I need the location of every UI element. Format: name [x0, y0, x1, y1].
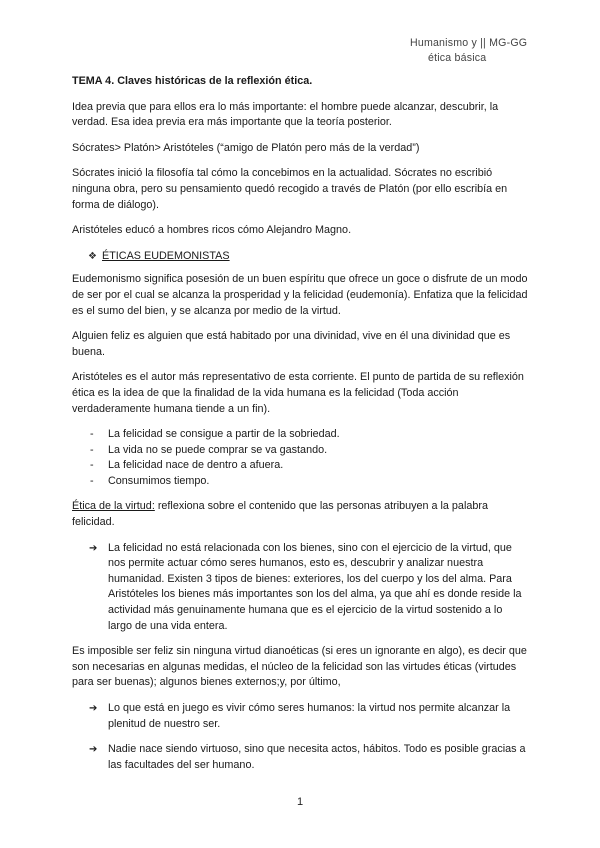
- document-body: [72, 74, 528, 783]
- arrow-list-item-text: La felicidad no está relacionada con los bienes, sino con el ejercicio de la virtud, que nos permite actuar cómo seres humanos, esto es, descubrir y analizar nuestra humanidad. Existen 3 tipos de bienes: exteriores, los del cuerpo y los del alma. Para Aristóteles los bienes más importantes son los del alma, ya que ahí es donde reside la actividad más genuinamente humana que es el ejercicio de la virtud sostenido a lo largo de una vida entera.: [108, 541, 522, 632]
- etica-virtud-term: Ética de la virtud:: [72, 500, 155, 513]
- arrow-list-item-text: Lo que está en juego es vivir cómo seres humanos: la virtud nos permite alcanzar la plenitud de nuestro ser.: [108, 702, 511, 730]
- list-item: - La vida no se puede comprar se va gastando.: [72, 443, 528, 459]
- paragraph-eudemonismo: Eudemonismo significa posesión de un buen espíritu que ofrece un goce o disfrute de un modo de ser por el cual se alcanza la prosperidad y la felicidad (eudemonía). Enfatiza que la felicidad es el sumo del bien, y se alcanza por medio de la virtud.: [72, 273, 528, 317]
- section-heading-eticas-eudemonistas: [88, 249, 528, 265]
- header-line-2: ética básica: [428, 52, 487, 64]
- paragraph-philosophers-chain: Sócrates> Platón> Aristóteles (“amigo de Platón pero más de la verdad”): [72, 141, 420, 154]
- paragraph-etica-virtud: [72, 499, 528, 530]
- header-line-1: Humanismo y || MG-GG: [410, 37, 528, 49]
- arrow-list-2: [72, 701, 528, 773]
- page-header: [410, 36, 570, 66]
- arrow-right-icon: ➔: [89, 744, 98, 756]
- section-heading-text: ÉTICAS EUDEMONISTAS: [102, 249, 230, 262]
- list-item: - La felicidad nace de dentro a afuera.: [72, 458, 528, 474]
- arrow-right-icon: ➔: [89, 542, 98, 554]
- document-title: TEMA 4. Claves históricas de la reflexión ética.: [72, 75, 313, 87]
- paragraph-imposible-ser-feliz: Es imposible ser feliz sin ninguna virtud dianoéticas (si eres un ignorante en algo), es decir que son necesarias en algunas medidas, el núcleo de la felicidad son las virtudes éticas (virtudes para ser buenas); algunos bienes externos;y, por último,: [72, 645, 527, 689]
- paragraph-aristoteles-autor: Aristóteles es el autor más representativo de esta corriente. El punto de partida de su reflexión ética es la idea de que la finalidad de la vida humana es la felicidad (Toda acción verdaderamente humana tiende a un fin).: [72, 371, 524, 415]
- list-item: - La felicidad se consigue a partir de la sobriedad.: [72, 427, 528, 443]
- diamond-bullet-icon: ❖: [88, 250, 97, 262]
- etica-virtud-definition: reflexiona sobre el contenido que las personas atribuyen a la palabra felicidad.: [72, 500, 488, 529]
- paragraph-idea-previa: Idea previa que para ellos era lo más importante: el hombre puede alcanzar, descubrir, la verdad. Esa idea previa era más importante que la teoría posterior.: [72, 100, 499, 129]
- list-item: - Consumimos tiempo.: [72, 474, 528, 490]
- paragraph-aristoteles-educo: Aristóteles educó a hombres ricos cómo Alejandro Magno.: [72, 224, 352, 237]
- paragraph-alguien-feliz: Alguien feliz es alguien que está habitado por una divinidad, vive en él una divinidad que es buena.: [72, 330, 511, 358]
- paragraph-socrates: Sócrates inició la filosofía tal cómo la concebimos en la actualidad. Sócrates no escribió ninguna obra, pero su pensamiento quedó recogido a través de Platón (por ello escribía en forma de diálogo).: [72, 167, 508, 211]
- arrow-list-item: [72, 541, 528, 635]
- arrow-list-item: [72, 742, 528, 773]
- arrow-list-item-text: Nadie nace siendo virtuoso, sino que necesita actos, hábitos. Todo es posible gracias a las facultades del ser humano.: [108, 743, 526, 771]
- arrow-right-icon: ➔: [89, 703, 98, 714]
- dash-list: [72, 427, 528, 489]
- page-number: 1: [296, 796, 304, 808]
- arrow-list-1: [72, 541, 528, 635]
- arrow-list-item: [72, 701, 528, 732]
